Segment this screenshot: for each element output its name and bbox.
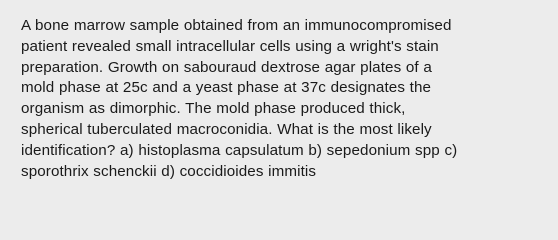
question-line: preparation. Growth on sabouraud dextrose agar plates of a bbox=[21, 58, 432, 76]
question-line: patient revealed small intracellular cells using a wright's stain bbox=[21, 37, 439, 55]
question-line: sporothrix schenckii d) coccidioides immitis bbox=[21, 162, 317, 180]
question-line: identification? a) histoplasma capsulatum b) sepedonium spp c) bbox=[21, 141, 458, 159]
question-line: A bone marrow sample obtained from an immunocompromised bbox=[21, 17, 452, 34]
question-text bbox=[21, 16, 534, 182]
question-line: mold phase at 25c and a yeast phase at 37c designates the bbox=[21, 79, 432, 97]
question-line: spherical tuberculated macroconidia. What is the most likely bbox=[21, 120, 432, 138]
question-line: organism as dimorphic. The mold phase produced thick, bbox=[21, 100, 406, 118]
